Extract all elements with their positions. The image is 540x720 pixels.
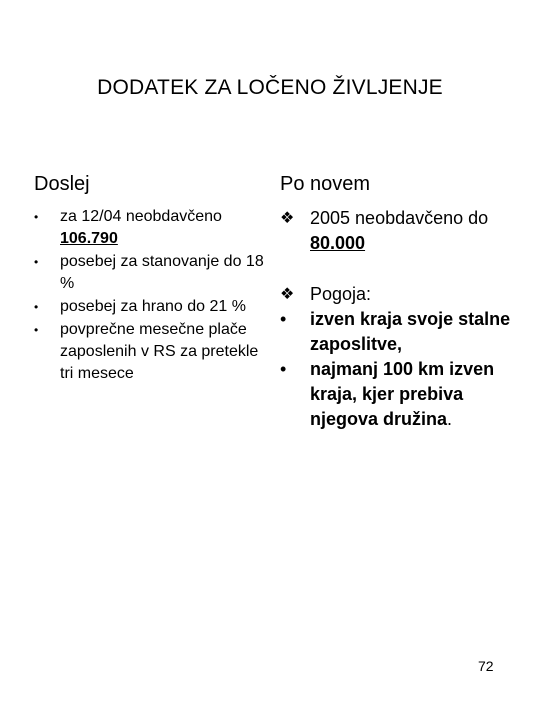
right-column-heading: Po novem [280,173,371,195]
bullet-dot-icon: • [34,255,39,269]
left-list [34,206,270,385]
bullet-dot-icon: • [34,323,39,337]
left-column-heading: Doslej [34,173,90,195]
list-item [280,307,525,357]
list-item-text: za 12/04 neobdavčeno [60,208,222,225]
right-column [280,172,525,432]
list-item-text: izven kraja svoje stalne zaposlitve, [310,309,511,354]
list-item-amount: 80.000 [310,233,366,253]
list-item [34,251,270,295]
list-item-text: 2005 neobdavčeno do [310,208,489,228]
list-item-text: posebej za hrano do 21 % [60,298,246,315]
diamond-bullet-icon: ❖ [280,286,295,303]
right-list [280,206,525,432]
list-item-text: posebej za stanovanje do 18 % [60,253,264,292]
bullet-dot-icon: • [34,300,39,314]
list-item [34,206,270,250]
list-item [280,282,525,307]
list-item [280,206,525,256]
list-item-text: Pogoja: [310,284,372,304]
bullet-dot-icon: • [280,359,287,379]
list-item [280,357,525,432]
left-column [34,172,270,386]
bullet-dot-icon: • [34,210,39,224]
diamond-bullet-icon: ❖ [280,210,295,227]
list-item [34,319,270,385]
list-item-suffix: . [447,409,453,429]
list-item-amount: 106.790 [60,230,118,247]
list-item [34,296,270,318]
list-item-text: najmanj 100 km izven kraja, kjer prebiva njegova družina [310,359,495,429]
page-number: 72 [478,658,494,674]
bullet-dot-icon: • [280,309,287,329]
list-item-text: povprečne mesečne plače zaposlenih v RS za pretekle tri mesece [60,321,259,382]
slide-title: DODATEK ZA LOČENO ŽIVLJENJE [97,76,443,99]
